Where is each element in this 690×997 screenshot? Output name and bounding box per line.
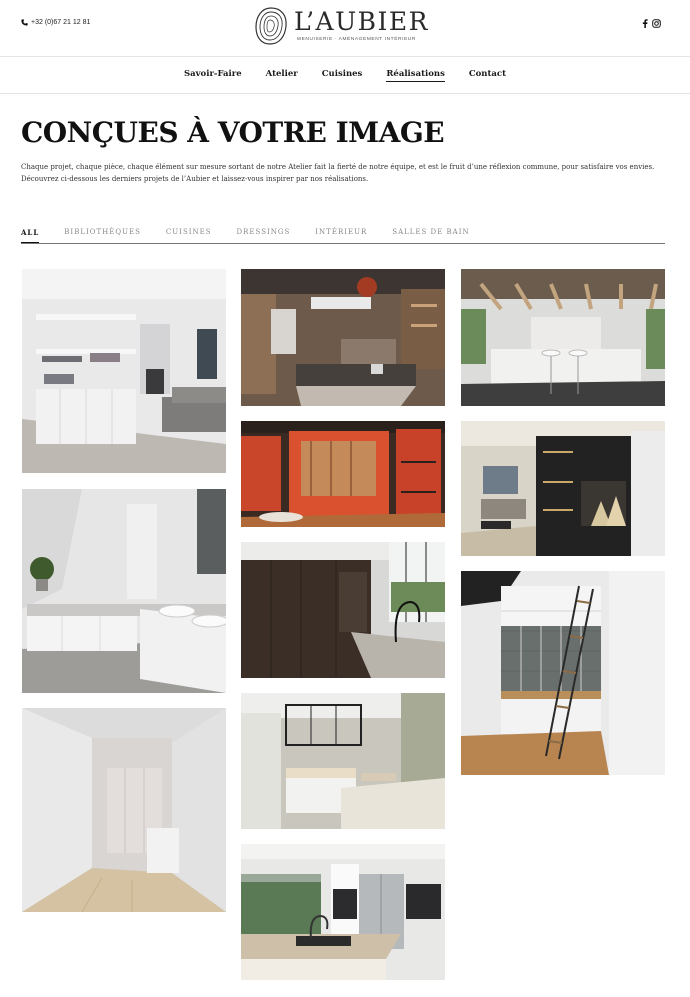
- gallery-item-living-room-shelving[interactable]: [22, 269, 226, 473]
- category-filter-tabs: [21, 228, 665, 244]
- gallery-item-kitchen-window-sink[interactable]: [241, 844, 445, 980]
- filter-tab-salles-de-bain[interactable]: SALLES DE BAIN: [392, 228, 470, 236]
- facebook-icon[interactable]: [642, 19, 648, 28]
- intro-line-2: Découvrez ci-dessous les derniers projets de l’Aubier et laissez-vous inspirer par nos réalisations.: [21, 175, 369, 183]
- nav-item-atelier[interactable]: Atelier: [265, 69, 298, 79]
- gallery-item-bathroom-vanity[interactable]: [22, 489, 226, 693]
- page-title: CONÇUES À VOTRE IMAGE: [21, 116, 445, 149]
- main-nav: [0, 57, 690, 94]
- logo[interactable]: [253, 6, 443, 48]
- filter-tab-all[interactable]: ALL: [21, 228, 39, 243]
- social-links: [642, 19, 661, 28]
- filter-tab-interieur[interactable]: INTÉRIEUR: [315, 228, 368, 236]
- phone-number: +32 (0)67 21 12 81: [31, 19, 91, 26]
- nav-item-contact[interactable]: Contact: [468, 69, 507, 79]
- logo-name: L’AUBIER: [294, 7, 429, 36]
- intro-line-1: Chaque projet, chaque pièce, chaque élément sur mesure sortant de notre Atelier fait la fierté de notre équipe, et est le fruit d’une réflexion commune, pour satisfaire vos envies.: [21, 163, 655, 171]
- nav-item-realisations[interactable]: Réalisations: [386, 69, 445, 82]
- gallery-item-dark-kitchen[interactable]: [241, 542, 445, 678]
- gallery-item-white-kitchen-island[interactable]: [241, 693, 445, 829]
- gallery-item-wood-kitchen[interactable]: [241, 269, 445, 406]
- nav-item-cuisines[interactable]: Cuisines: [321, 69, 363, 79]
- gallery-item-library-ladder[interactable]: [461, 571, 665, 775]
- filter-tab-cuisines[interactable]: CUISINES: [165, 228, 212, 236]
- instagram-icon[interactable]: [652, 19, 661, 28]
- logo-tree-ring-icon: [253, 6, 289, 46]
- logo-tagline: MENUISERIE · AMÉNAGEMENT INTÉRIEUR: [297, 37, 416, 42]
- gallery-item-wardrobe-corridor[interactable]: [22, 708, 226, 912]
- filter-tab-dressings[interactable]: DRESSINGS: [236, 228, 291, 236]
- filter-tab-bibliotheques[interactable]: BIBLIOTHÈQUES: [64, 228, 141, 236]
- gallery-item-dark-tv-wall[interactable]: [461, 421, 665, 556]
- phone-contact[interactable]: [21, 19, 90, 26]
- nav-item-savoir-faire[interactable]: Savoir-Faire: [183, 69, 242, 79]
- page-intro: [21, 161, 671, 185]
- phone-icon: [21, 19, 28, 26]
- top-header: [0, 0, 690, 57]
- gallery-item-kitchen-beams-stools[interactable]: [461, 269, 665, 406]
- gallery-item-red-display-wall[interactable]: [241, 421, 445, 527]
